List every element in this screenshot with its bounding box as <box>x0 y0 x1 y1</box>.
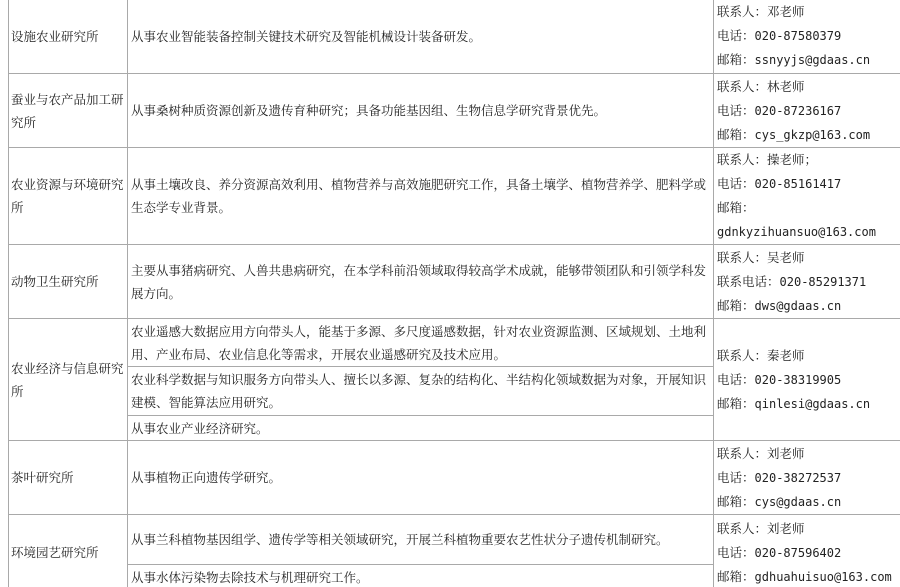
contact-phone <box>717 368 900 392</box>
research-duty: 从事植物正向遗传学研究。 <box>128 441 714 515</box>
contact-person: 联系人：刘老师 <box>717 520 805 536</box>
phone-label: 电话： <box>717 102 755 118</box>
contact-email <box>717 294 900 318</box>
phone-label: 电话： <box>717 469 755 485</box>
research-duty: 农业科学数据与知识服务方向带头人、擅长以多源、复杂的结构化、半结构化领域数据为对象，开展知识建模、智能算法应用研究。 <box>128 367 714 416</box>
email-label: 邮箱： <box>717 52 755 67</box>
phone-label: 电话： <box>717 176 755 191</box>
phone-label: 电话： <box>717 371 755 387</box>
email-label: 邮箱： <box>717 297 755 313</box>
contact-email <box>717 490 900 514</box>
research-duty: 从事桑树种质资源创新及遗传育种研究；具备功能基因组、生物信息学研究背景优先。 <box>128 74 714 148</box>
email-label: 邮箱： <box>717 126 755 142</box>
table-row <box>9 0 900 74</box>
recruitment-table <box>8 0 900 587</box>
contact-person: 联系人：邓老师 <box>717 4 805 19</box>
research-duty: 农业遥感大数据应用方向带头人，能基于多源、多尺度遥感数据，针对农业资源监测、区域规划、土地利用、产业布局、农业信息化等需求，开展农业遥感研究及技术应用。 <box>128 319 714 367</box>
institute-name: 环境园艺研究所 <box>9 515 128 587</box>
contact-info <box>714 319 900 441</box>
email-address[interactable]: gdnkyzihuansuo@163.com <box>717 225 876 239</box>
contact-phone <box>717 99 900 123</box>
research-duty: 从事农业智能装备控制关键技术研究及智能机械设计装备研发。 <box>128 0 714 74</box>
contact-email <box>717 565 900 587</box>
contact-person: 联系人：吴老师 <box>717 249 805 265</box>
contact-info <box>714 74 900 148</box>
phone-number: 020-87236167 <box>754 103 842 118</box>
email-address[interactable]: ssnyyjs@gdaas.cn <box>754 53 871 67</box>
phone-label: 电话： <box>717 544 755 560</box>
contact-phone <box>717 466 900 490</box>
contact-info <box>714 245 900 319</box>
email-label: 邮箱： <box>717 568 755 584</box>
institute-name: 茶叶研究所 <box>9 441 128 515</box>
phone-number: 020-85291371 <box>779 274 867 289</box>
phone-number: 020-87580379 <box>754 29 842 43</box>
email-address[interactable]: qinlesi@gdaas.cn <box>754 396 871 411</box>
contact-person: 联系人：操老师； <box>717 152 818 167</box>
contact-person: 联系人：刘老师 <box>717 445 805 461</box>
contact-phone <box>717 24 900 48</box>
email-address[interactable]: dws@gdaas.cn <box>754 298 842 313</box>
research-duty: 主要从事猪病研究、人兽共患病研究，在本学科前沿领域取得较高学术成就，能够带领团队和引领学科发展方向。 <box>128 245 714 319</box>
research-duty: 从事兰科植物基因组学、遗传学等相关领域研究，开展兰科植物重要农艺性状分子遗传机制研究。 <box>128 515 714 565</box>
institute-name: 动物卫生研究所 <box>9 245 128 319</box>
contact-phone <box>717 541 900 565</box>
contact-email <box>717 392 900 416</box>
contact-person: 联系人：秦老师 <box>717 347 805 363</box>
contact-info <box>714 441 900 515</box>
table-row <box>9 319 900 367</box>
phone-number: 020-85161417 <box>754 177 842 191</box>
contact-email-label: 邮箱： <box>717 200 755 215</box>
research-duty: 从事农业产业经济研究。 <box>128 416 714 441</box>
table-row <box>9 245 900 319</box>
contact-info <box>714 515 900 587</box>
contact-phone <box>717 172 900 196</box>
institute-name: 设施农业研究所 <box>9 0 128 74</box>
email-address[interactable]: gdhuahuisuo@163.com <box>754 569 892 584</box>
contact-info <box>714 148 900 245</box>
table-row <box>9 148 900 245</box>
institute-name: 农业资源与环境研究所 <box>9 148 128 245</box>
table-row <box>9 441 900 515</box>
contact-email <box>717 123 900 147</box>
research-duty: 从事水体污染物去除技术与机理研究工作。 <box>128 565 714 587</box>
email-address[interactable]: cys_gkzp@163.com <box>754 127 871 142</box>
contact-email <box>717 48 900 72</box>
contact-phone <box>717 270 900 294</box>
contact-person: 联系人：林老师 <box>717 78 805 94</box>
institute-name: 农业经济与信息研究所 <box>9 319 128 441</box>
institute-name: 蚕业与农产品加工研究所 <box>9 74 128 148</box>
phone-label: 电话： <box>717 28 755 43</box>
email-address[interactable]: cys@gdaas.cn <box>754 494 842 509</box>
phone-number: 020-38272537 <box>754 470 842 485</box>
phone-number: 020-38319905 <box>754 372 842 387</box>
phone-number: 020-87596402 <box>754 545 842 560</box>
email-label: 邮箱： <box>717 395 755 411</box>
email-label: 邮箱： <box>717 493 755 509</box>
table-row <box>9 74 900 148</box>
phone-label: 联系电话： <box>717 273 780 289</box>
contact-info <box>714 0 900 74</box>
research-duty: 从事土壤改良、养分资源高效利用、植物营养与高效施肥研究工作，具备土壤学、植物营养学、肥料学或生态学专业背景。 <box>128 148 714 245</box>
table-row <box>9 515 900 565</box>
